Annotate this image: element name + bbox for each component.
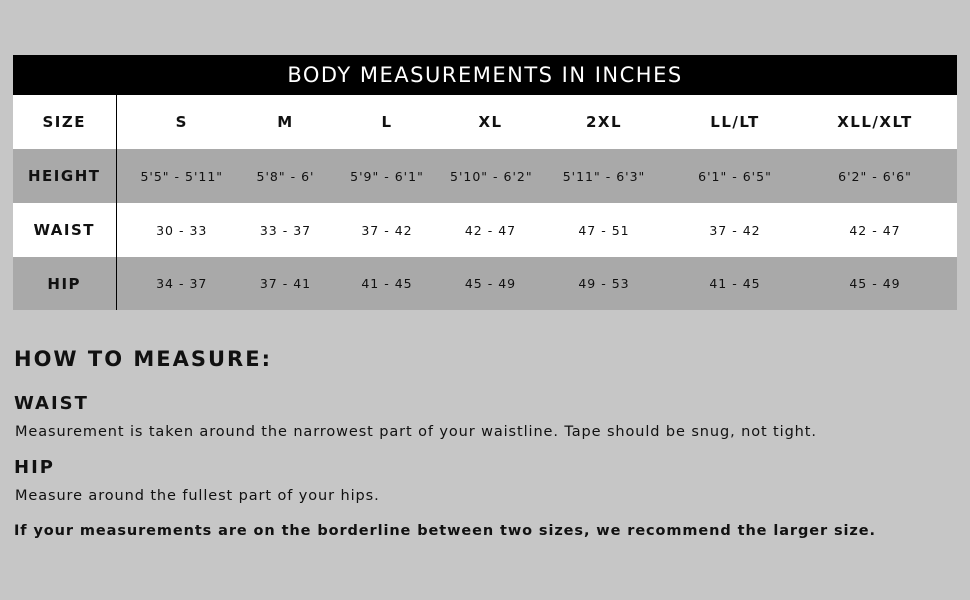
table-cell: 41 - 45 [361, 276, 413, 291]
sizing-note: If your measurements are on the borderline between two sizes, we recommend the larger size. [14, 523, 876, 539]
row-label-height: HEIGHT [13, 149, 116, 203]
size-col-l: L [381, 113, 393, 131]
table-header-row [13, 95, 957, 149]
table-cell: 5'5" - 5'11" [140, 168, 224, 184]
size-col-xl: XL [478, 113, 503, 131]
table-cell: 6'1" - 6'5" [698, 168, 772, 184]
table-cell: 5'11" - 6'3" [562, 168, 646, 184]
table-cell: 5'10" - 6'2" [450, 168, 533, 184]
table-cell: 5'9" - 6'1" [350, 168, 424, 184]
size-header-label: SIZE [13, 95, 116, 149]
table-row-height [13, 149, 957, 203]
table-cell: 37 - 42 [709, 222, 761, 238]
table-cell: 30 - 33 [156, 222, 208, 238]
how-to-measure-heading: HOW TO MEASURE: [14, 347, 272, 371]
table-cell: 41 - 45 [709, 276, 761, 291]
table-cell: 5'8" - 6' [256, 168, 315, 184]
table-cell: 47 - 51 [578, 222, 630, 238]
chart-title: BODY MEASUREMENTS IN INCHES [13, 55, 957, 95]
table-cell: 6'2" - 6'6" [838, 168, 912, 184]
size-col-s: S [175, 113, 188, 131]
waist-heading: WAIST [14, 393, 89, 414]
table-cell: 45 - 49 [464, 276, 517, 291]
table-cell: 45 - 49 [849, 276, 901, 291]
hip-heading: HIP [14, 457, 55, 478]
table-cell: 42 - 47 [849, 222, 901, 238]
size-chart [13, 55, 957, 310]
size-col-m: M [277, 113, 294, 131]
table-cell: 42 - 47 [464, 222, 517, 238]
table-cell: 37 - 42 [361, 222, 413, 238]
row-label-hip: HIP [13, 257, 116, 310]
table-cell: 49 - 53 [578, 276, 630, 291]
table-row-hip [13, 257, 957, 310]
size-col-2xl: 2XL [585, 113, 623, 131]
table-cell: 33 - 37 [259, 222, 312, 238]
row-label-waist: WAIST [13, 203, 116, 257]
size-col-xll-xlt: XLL/XLT [837, 113, 913, 131]
table-cell: 37 - 41 [259, 276, 312, 291]
hip-instructions: Measure around the fullest part of your hips. [15, 488, 380, 504]
size-table [13, 95, 957, 310]
size-col-ll-lt: LL/LT [710, 113, 760, 131]
table-cell: 34 - 37 [156, 276, 208, 291]
table-row-waist [13, 203, 957, 257]
waist-instructions: Measurement is taken around the narrowest part of your waistline. Tape should be snug, not tight. [15, 424, 817, 440]
